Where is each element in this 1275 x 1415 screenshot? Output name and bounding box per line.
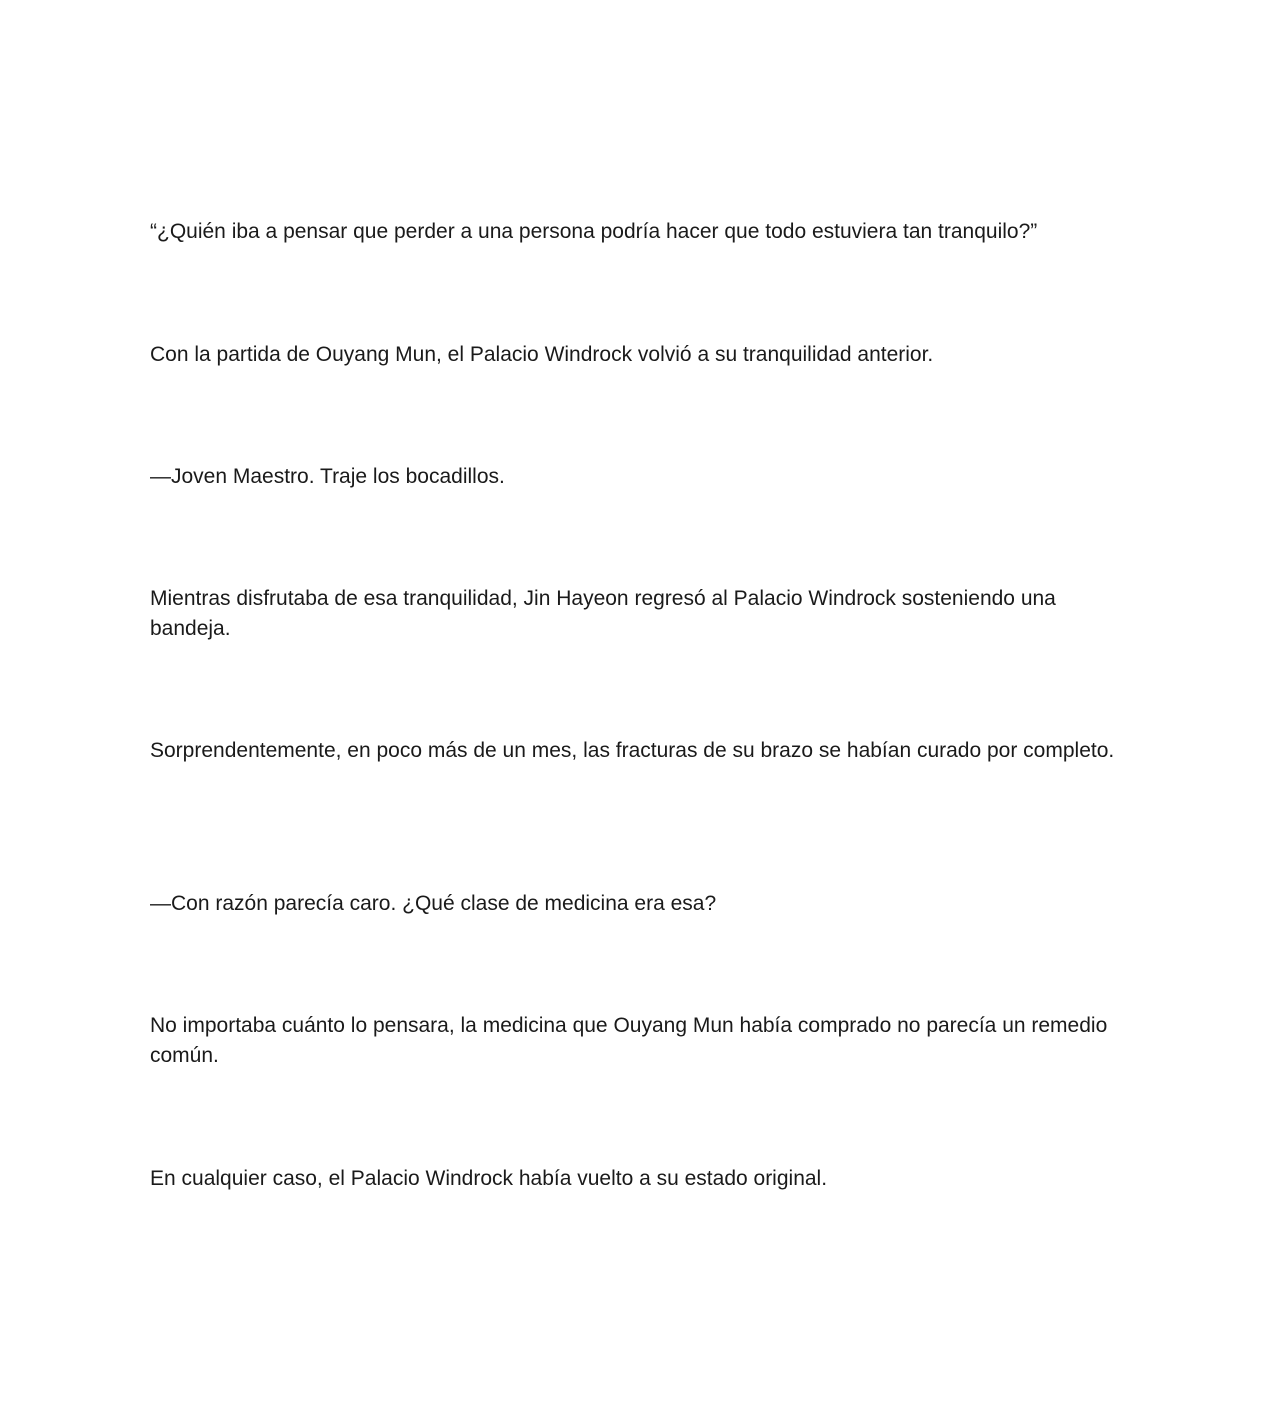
paragraph-6: —Con razón parecía caro. ¿Qué clase de medicina era esa? bbox=[150, 892, 717, 915]
paragraph-8: En cualquier caso, el Palacio Windrock había vuelto a su estado original. bbox=[150, 1167, 828, 1190]
paragraph-3: —Joven Maestro. Traje los bocadillos. bbox=[150, 465, 505, 488]
paragraph-4: Mientras disfrutaba de esa tranquilidad, Jin Hayeon regresó al Palacio Windrock sosteniendo una bandeja. bbox=[150, 587, 1056, 640]
paragraph-5: Sorprendentemente, en poco más de un mes, las fracturas de su brazo se habían curado por completo. bbox=[150, 739, 1115, 762]
paragraph-2: Con la partida de Ouyang Mun, el Palacio Windrock volvió a su tranquilidad anterior. bbox=[150, 343, 934, 366]
paragraph-1: “¿Quién iba a pensar que perder a una persona podría hacer que todo estuviera tan tranquilo?” bbox=[150, 220, 1038, 243]
paragraph-7: No importaba cuánto lo pensara, la medicina que Ouyang Mun había comprado no parecía un remedio común. bbox=[150, 1014, 1108, 1067]
